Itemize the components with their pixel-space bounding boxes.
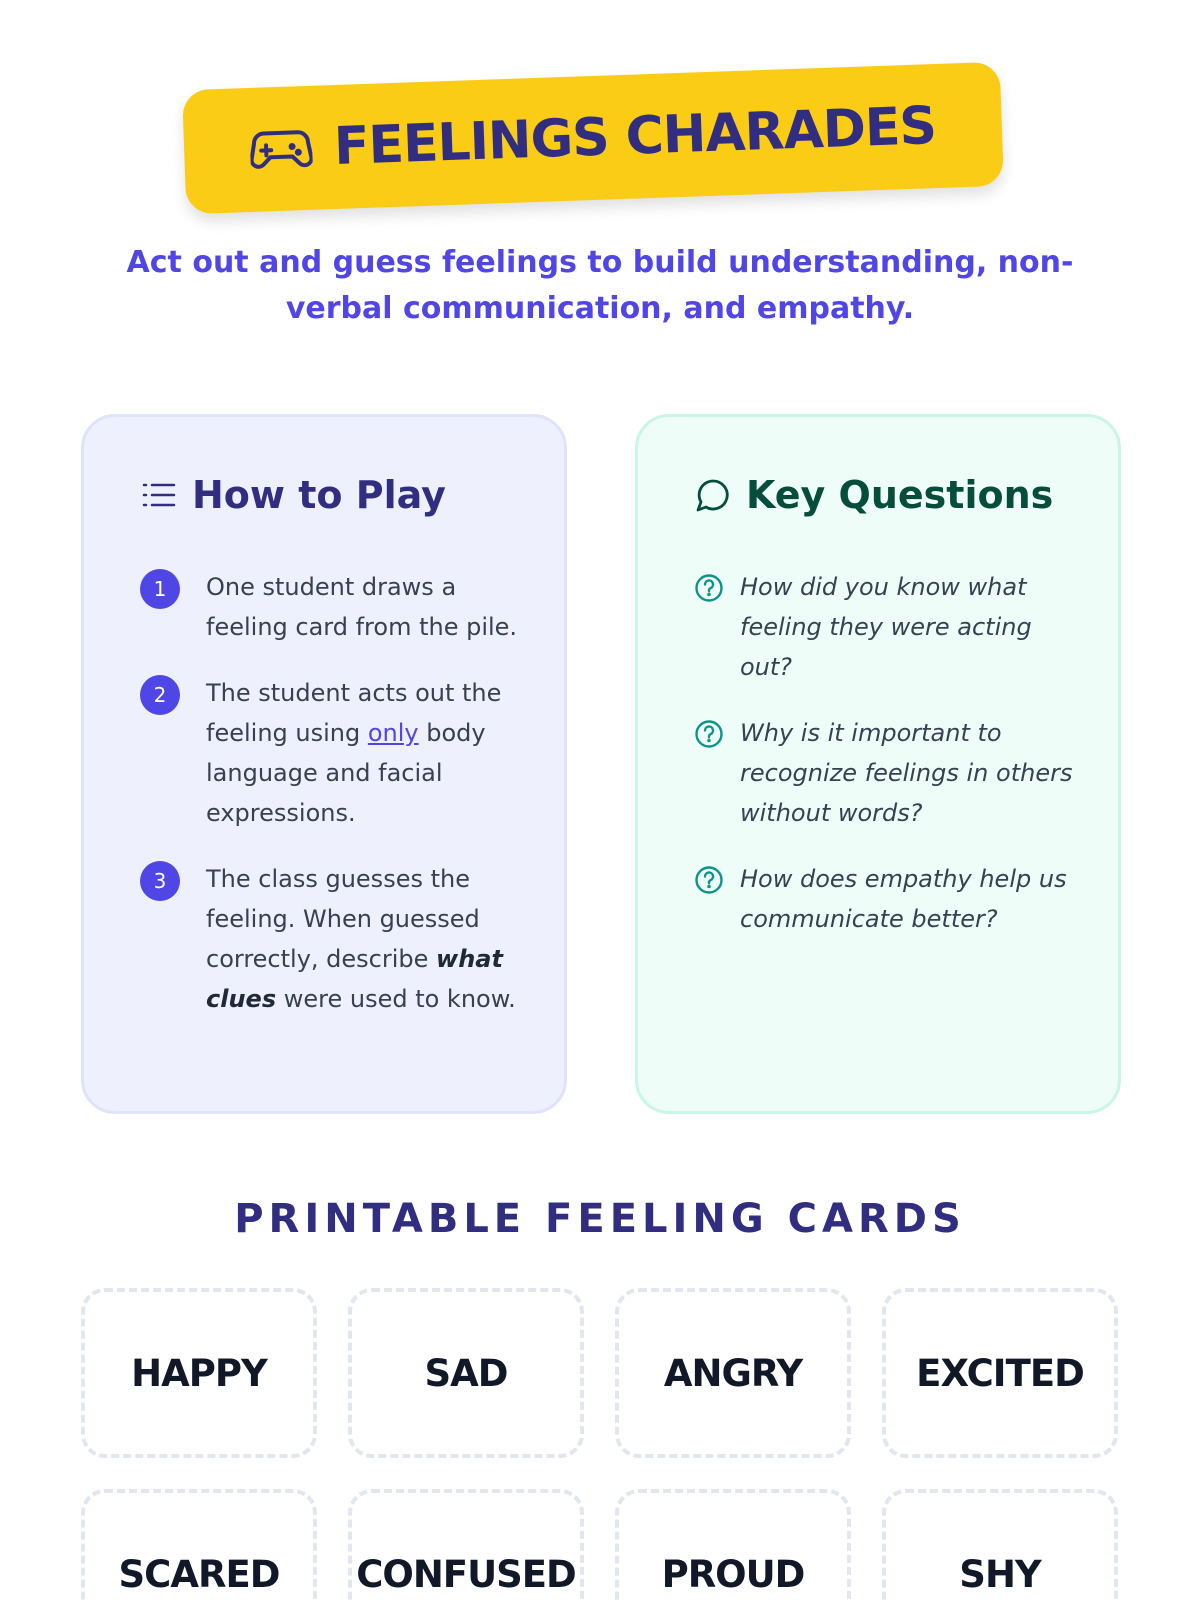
question-mark-icon [694,719,724,749]
feeling-card-label: HAPPY [131,1351,267,1395]
step-item [140,567,520,647]
key-questions-header [694,473,1053,517]
feeling-card[interactable] [882,1288,1118,1458]
page-subtitle: Act out and guess feelings to build understanding, non-verbal communication, and empathy. [126,245,1074,326]
feeling-card[interactable] [615,1288,851,1458]
steps-list [140,567,520,1045]
how-to-play-title: How to Play [192,473,446,517]
step-item [140,673,520,833]
key-questions-title: Key Questions [746,473,1054,517]
feeling-card-label: EXCITED [916,1351,1084,1395]
list-icon [140,476,178,514]
step-item [140,859,520,1019]
feeling-card-label: SCARED [118,1552,280,1596]
gamepad-icon [249,124,313,174]
question-mark-icon [694,573,724,603]
step-number: 3 [140,861,180,901]
question-text: How does empathy help us communicate better? [740,865,1067,933]
question-mark-icon [694,865,724,895]
question-text: Why is it important to recognize feelings in others without words? [740,719,1073,827]
how-to-play-panel [81,414,567,1114]
step-text: One student draws a feeling card from the pile. [206,573,518,641]
question-item [694,713,1084,833]
feeling-card-label: SAD [424,1351,508,1395]
step-number: 2 [140,675,180,715]
feeling-card-label: ANGRY [663,1351,803,1395]
questions-list [694,567,1084,965]
page-title: FEELINGS CHARADES [333,96,937,178]
cards-section-title: PRINTABLE FEELING CARDS [234,1196,966,1242]
feeling-card[interactable] [882,1489,1118,1600]
feeling-card-label: CONFUSED [356,1552,576,1596]
how-to-play-header [140,473,446,517]
step-number: 1 [140,569,180,609]
feeling-card[interactable] [81,1489,317,1600]
feeling-card[interactable] [615,1489,851,1600]
question-text: How did you know what feeling they were acting out? [740,573,1032,681]
feeling-card-label: SHY [959,1552,1041,1596]
feeling-card[interactable] [81,1288,317,1458]
feeling-card[interactable] [348,1489,584,1600]
emphasis-only: only [367,719,419,747]
title-banner [182,62,1004,214]
feeling-card[interactable] [348,1288,584,1458]
step-text: The student acts out the feeling using only body language and facial expressions. [206,679,502,827]
question-item [694,859,1084,939]
emphasis-what-clues: what clues [206,945,503,1013]
speech-bubble-icon [694,476,732,514]
question-item [694,567,1084,687]
key-questions-panel [635,414,1121,1114]
step-text: The class guesses the feeling. When guessed correctly, describe what clues were used to know. [206,865,516,1013]
feeling-card-label: PROUD [661,1552,805,1596]
